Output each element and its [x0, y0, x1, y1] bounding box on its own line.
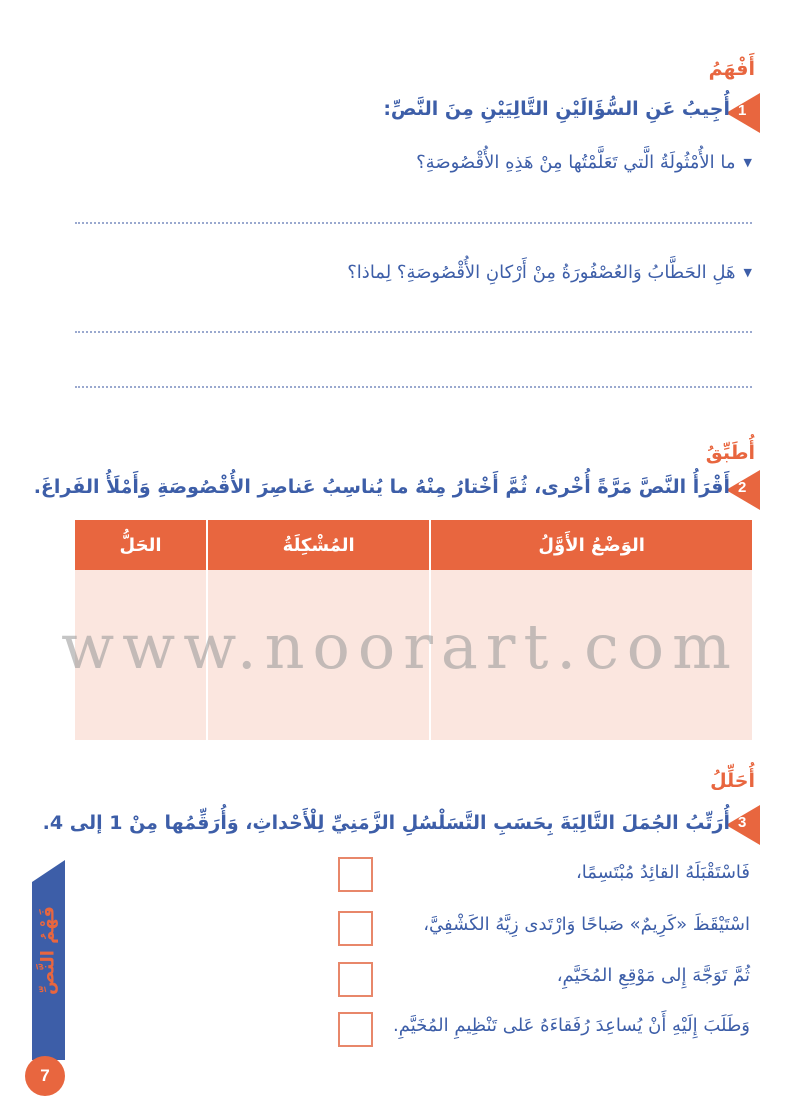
question-number-marker [726, 93, 760, 133]
watermark: www.noorart.com [61, 610, 739, 683]
answer-line[interactable] [75, 331, 752, 333]
sub-question-text: ما الأُمْثُولَةُ الَّتي تَعَلَّمْتُها مِنْ هَذِهِ الأُقْصُوصَةِ؟ [416, 152, 736, 173]
sentence-item: وَطَلَبَ إِلَيْهِ أَنْ يُساعِدَ رُفَقاءَهُ عَلى تَنْظِيمِ المُخَيَّمِ. [393, 1015, 750, 1036]
question-number-marker [726, 470, 760, 510]
question-instruction: أُرَتِّبُ الجُمَلَ التَّالِيَةَ بِحَسَبِ التَّسَلْسُلِ الزَّمَنِيِّ لِلْأَحْداثِ، وَأُرَقِّمُها مِنْ 1 إلى 4. [42, 812, 730, 834]
answer-line[interactable] [75, 222, 752, 224]
bullet-triangle-icon: ▼ [743, 266, 752, 279]
question-number: 1 [738, 102, 747, 119]
question-number: 2 [738, 479, 747, 496]
sentence-item: اسْتَيْقَظَ «كَرِيمٌ» صَباحًا وَارْتَدى زِيَّهُ الكَشْفِيَّ، [423, 914, 750, 935]
order-number-box[interactable] [338, 857, 373, 892]
chapter-title: فَهْمُ النَّصِّ [37, 906, 59, 995]
question-instruction: أُجِيبُ عَنِ السُّؤَالَيْنِ التَّالِيَيْنِ مِنَ النَّصِّ: [383, 98, 730, 120]
order-number-box[interactable] [338, 962, 373, 997]
sub-question [347, 262, 752, 283]
table-header: الوَضْعُ الأَوَّلُ [430, 520, 752, 570]
sub-question [416, 152, 752, 173]
sentence-item: فَاسْتَقْبَلَهُ القائِدُ مُبْتَسِمًا، [576, 862, 750, 883]
order-number-box[interactable] [338, 911, 373, 946]
page-number: 7 [25, 1056, 65, 1096]
order-number-box[interactable] [338, 1012, 373, 1047]
sentence-item: ثُمَّ تَوَجَّهَ إِلى مَوْقِعِ المُخَيَّمِ، [556, 965, 750, 986]
bullet-triangle-icon: ▼ [743, 156, 752, 169]
question-number-marker [726, 805, 760, 845]
question-instruction: أَقْرَأُ النَّصَّ مَرَّةً أُخْرى، ثُمَّ أَخْتارُ مِنْهُ ما يُناسِبُ عَناصِرَ الأُقْصُوصَةِ وَأَمْلَأُ الفَراغَ. [33, 476, 730, 498]
question-number: 3 [738, 814, 747, 831]
section-label-apply: أُطَبِّقُ [705, 442, 755, 464]
table-header: الحَلُّ [75, 520, 207, 570]
answer-line[interactable] [75, 386, 752, 388]
section-label-understand: أَفْهَمُ [708, 58, 755, 80]
table-header: المُشْكِلَةُ [207, 520, 430, 570]
section-label-analyze: أُحَلِّلُ [710, 770, 755, 792]
sub-question-text: هَلِ الحَطَّابُ وَالعُصْفُورَةُ مِنْ أَرْكانِ الأُقْصُوصَةِ؟ لِماذا؟ [347, 262, 736, 283]
